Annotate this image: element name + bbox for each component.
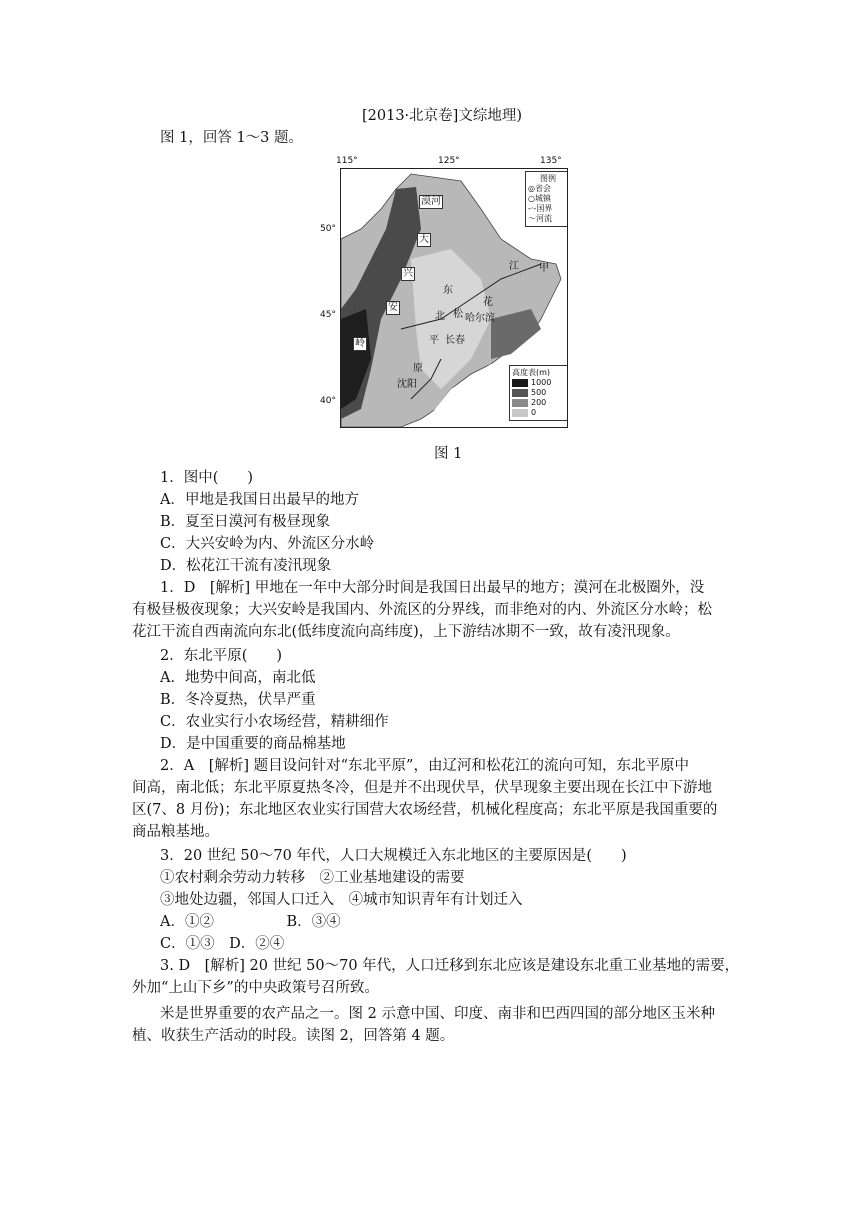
legend-title: 图例 xyxy=(540,174,556,183)
q1-answer-line-1: 1．D [解析] 甲地在一年中大部分时间是我国日出最早的地方；漠河在北极圈外，没 xyxy=(160,580,705,596)
label-changchun: 长春 xyxy=(445,335,465,346)
legend-item-capital: ◎省会 xyxy=(528,184,551,193)
lat-label-45: 45° xyxy=(320,310,336,320)
q2-answer-line-4: 商品粮基地。 xyxy=(132,824,219,840)
label-song: 松 xyxy=(453,309,463,320)
label-jia: 甲 xyxy=(539,263,549,274)
lon-label-125: 125° xyxy=(438,156,460,166)
label-dong: 东 xyxy=(443,285,453,296)
label-bei: 北 xyxy=(435,311,445,322)
map-legend xyxy=(525,171,568,227)
elevation-row-1000: 1000 xyxy=(512,378,566,388)
label-an: 安 xyxy=(388,302,398,313)
elevation-legend xyxy=(509,365,568,421)
q4-intro-line-2: 植、收获生产活动的时段。读图 2，回答第 4 题。 xyxy=(132,1028,455,1044)
label-ping: 平 xyxy=(429,335,439,346)
label-hua: 花 xyxy=(483,297,493,308)
q2-option-d: D．是中国重要的商品棉基地 xyxy=(160,736,346,752)
label-da: 大 xyxy=(419,234,429,245)
q4-intro-line-1: 米是世界重要的农产品之一。图 2 示意中国、印度、南非和巴西四国的部分地区玉米种 xyxy=(160,1006,715,1022)
q2-option-a: A．地势中间高，南北低 xyxy=(160,670,316,686)
label-harbin: 哈尔滨 xyxy=(465,313,495,324)
label-yuan: 原 xyxy=(413,363,423,374)
intro-text: 图 1，回答 1～3 题。 xyxy=(160,130,304,146)
label-mohe: 漠河 xyxy=(421,196,441,207)
q1-option-b: B．夏至日漠河有极昼现象 xyxy=(160,514,331,530)
q2-answer-line-3: 区(7、8 月份)；东北地区农业实行国营大农场经营，机械化程度高；东北平原是我国重要的 xyxy=(132,802,718,818)
q1-option-c: C．大兴安岭为内、外流区分水岭 xyxy=(160,536,375,552)
figure-caption: 图 1 xyxy=(434,446,463,462)
legend-item-town: ○城镇 xyxy=(528,194,551,203)
q3-items-line-2: ③地处边疆，邻国人口迁入 ④城市知识青年有计划迁入 xyxy=(160,892,523,908)
lat-label-40: 40° xyxy=(320,396,336,406)
map-frame xyxy=(340,168,568,428)
q2-stem: 2．东北平原( ) xyxy=(160,648,283,664)
q1-option-d: D．松花江干流有凌汛现象 xyxy=(160,558,332,574)
q2-answer-line-2: 间高，南北低；东北平原夏热冬冷，但是并不出现伏旱，伏旱现象主要出现在长江中下游地 xyxy=(132,780,712,796)
lon-label-135: 135° xyxy=(540,156,562,166)
label-ling: 岭 xyxy=(355,338,365,349)
elevation-row-200: 200 xyxy=(512,398,566,408)
elevation-title: 高度表(m) xyxy=(512,368,551,377)
q2-option-b: B．冬冷夏热，伏旱严重 xyxy=(160,692,316,708)
legend-item-border: -·-国界 xyxy=(528,204,553,213)
q2-option-c: C．农业实行小农场经营，精耕细作 xyxy=(160,714,389,730)
q1-answer-line-2: 有极昼极夜现象；大兴安岭是我国内、外流区的分界线，而非绝对的内、外流区分水岭；松 xyxy=(132,602,712,618)
q3-options-line-2: C．①③ D．②④ xyxy=(160,936,285,952)
label-shenyang: 沈阳 xyxy=(397,379,417,390)
lon-label-115: 115° xyxy=(336,156,358,166)
q3-stem: 3．20 世纪 50～70 年代，人口大规模迁入东北地区的主要原因是( ) xyxy=(160,848,627,864)
q1-option-a: A．甲地是我国日出最早的地方 xyxy=(160,492,359,508)
q3-items-line-1: ①农村剩余劳动力转移 ②工业基地建设的需要 xyxy=(160,870,465,886)
elevation-row-0: 0 xyxy=(512,408,566,418)
q3-answer-line-2: 外加“上山下乡”的中央政策号召所致。 xyxy=(132,980,379,996)
q3-options-line-1: A．①② B．③④ xyxy=(160,914,341,930)
elevation-row-500: 500 xyxy=(512,388,566,398)
figure-1-map xyxy=(318,154,568,428)
q1-stem: 1．图中( ) xyxy=(160,470,254,486)
label-jiang: 江 xyxy=(509,261,519,272)
label-xing: 兴 xyxy=(403,268,413,279)
source-header: [2013·北京卷]文综地理) xyxy=(362,108,522,124)
q2-answer-line-1: 2．A [解析] 题目设问针对“东北平原”，由辽河和松花江的流向可知，东北平原中 xyxy=(160,758,689,774)
q1-answer-line-3: 花江干流自西南流向东北(低纬度流向高纬度)，上下游结冰期不一致，故有凌汛现象。 xyxy=(132,624,680,640)
legend-item-river: ～河流 xyxy=(528,214,552,223)
lat-label-50: 50° xyxy=(320,224,336,234)
q3-answer-line-1: 3. D [解析] 20 世纪 50～70 年代，人口迁移到东北应该是建设东北重工业基地的需要， xyxy=(160,958,740,974)
